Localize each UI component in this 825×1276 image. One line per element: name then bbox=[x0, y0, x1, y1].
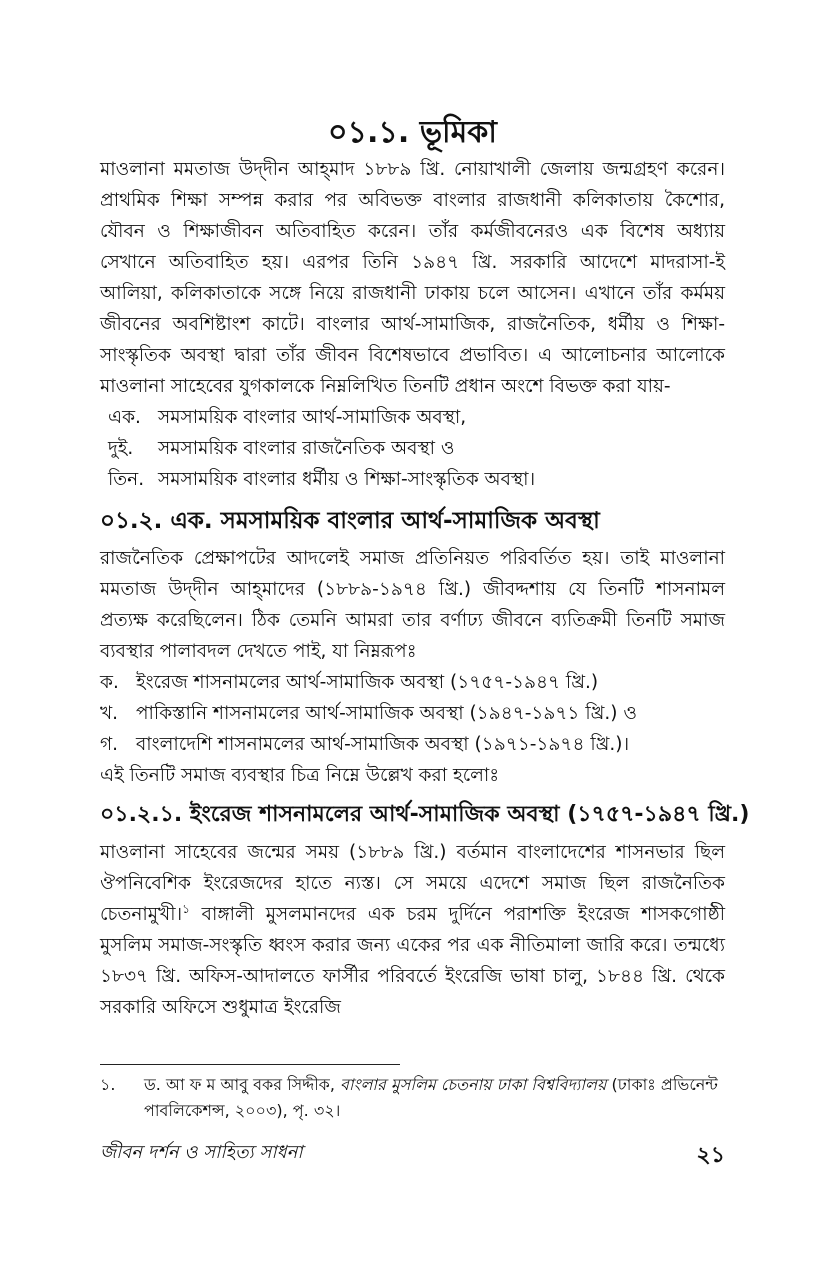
section-heading-intro: ০১.১. ভূমিকা bbox=[328, 115, 497, 150]
footnote-text bbox=[144, 1072, 725, 1124]
footnote-reference[interactable]: ১ bbox=[182, 901, 190, 916]
page-footer bbox=[100, 1138, 725, 1175]
list-text: বাংলাদেশি শাসনামলের আর্থ-সামাজিক অবস্থা (১৯৭১-১৯৭৪ খ্রি.)। bbox=[136, 734, 630, 755]
footnote-author: ড. আ ফ ম আবু বকর সিদ্দীক, bbox=[144, 1075, 341, 1094]
intro-paragraph: মাওলানা মমতাজ উদ্‌দীন আহ্‌মাদ ১৮৮৯ খ্রি. নোয়াখালী জেলায় জন্মগ্রহণ করেন। প্রাথমিক শিক্ষা সম্পন্ন করার পর অবিভক্ত বাংলার রাজধানী কলিকাতায় কৈশোর, যৌবন ও শিক্ষাজীবন অতিবাহিত করেন। তাঁর কর্মজীবনেরও এক বিশেষ অধ্যায় সেখানে অতিবাহিত হয়। এরপর তিনি ১৯৪৭ খ্রি. সরকারি আদেশে মাদরাসা-ই আলিয়া, কলিকাতাকে সঙ্গে নিয়ে রাজধানী ঢাকায় চলে আসেন। এখানে তাঁর কর্মময় জীবনের অবশিষ্টাংশ কাটে। বাংলার আর্থ-সামাজিক, রাজনৈতিক, ধর্মীয় ও শিক্ষা-সাংস্কৃতিক অবস্থা দ্বারা তাঁর জীবন বিশেষভাবে প্রভাবিত। এ আলোচনার আলোকে মাওলানা সাহেবের যুগকালকে নিম্নলিখিত তিনটি প্রধান অংশে বিভক্ত করা যায়- bbox=[100, 159, 725, 397]
regime-list bbox=[100, 667, 725, 760]
footnote-rest: (ঢাকাঃ প্রভিনেন্ট পাবলিকেশন্স, ২০০৩), পৃ. ৩২। bbox=[144, 1075, 718, 1120]
list-marker: এক. bbox=[108, 407, 141, 428]
list-item bbox=[100, 433, 725, 464]
paragraph-text: বাঙ্গালী মুসলমানদের এক চরম দুর্দিনে পরাশক্তি ইংরেজ শাসকগোষ্ঠী মুসলিম সমাজ-সংস্কৃতি ধ্বংস করার জন্য একের পর এক নীতিমালা জারি করে। তন্মধ্যে ১৮৩৭ খ্রি. অফিস-আদালতে ফার্সীর পরিবর্তে ইংরেজি ভাষা চালু, ১৮৪৪ খ্রি. থেকে সরকারি অফিসে শুধুমাত্র ইংরেজি bbox=[100, 904, 725, 1018]
section-heading-socioeconomic: ০১.২. এক. সমসাময়িক বাংলার আর্থ-সামাজিক অবস্থা bbox=[100, 508, 600, 534]
section2-paragraph: রাজনৈতিক প্রেক্ষাপটের আদলেই সমাজ প্রতিনিয়ত পরিবর্তিত হয়। তাই মাওলানা মমতাজ উদ্‌দীন আহ্‌মাদের (১৮৮৯-১৯৭৪ খ্রি.) জীবদ্দশায় যে তিনটি শাসনামল প্রত্যক্ষ করেছিলেন। ঠিক তেমনি আমরা তার বর্ণাঢ্য জীবনে ব্যতিক্রমী তিনটি সমাজ ব্যবস্থার পালাবদল দেখতে পাই, যা নিম্নরূপঃ bbox=[100, 548, 725, 662]
section2-after-text: এই তিনটি সমাজ ব্যবস্থার চিত্র নিম্নে উল্লেখ করা হলোঃ bbox=[100, 765, 500, 786]
list-item bbox=[100, 402, 725, 433]
list-text: সমসাময়িক বাংলার রাজনৈতিক অবস্থা ও bbox=[158, 438, 455, 459]
list-text: সমসাময়িক বাংলার আর্থ-সামাজিক অবস্থা, bbox=[158, 407, 467, 428]
list-marker: ক. bbox=[100, 672, 119, 693]
list-marker: খ. bbox=[100, 703, 119, 724]
list-text: পাকিস্তানি শাসনামলের আর্থ-সামাজিক অবস্থা (১৯৪৭-১৯৭১ খ্রি.) ও bbox=[136, 703, 637, 724]
footnote-book-title: বাংলার মুসলিম চেতনায় ঢাকা বিশ্ববিদ্যালয় bbox=[340, 1075, 607, 1094]
list-item bbox=[100, 464, 725, 495]
paragraph-text: মাওলানা সাহেবের জন্মের সময় (১৮৮৯ খ্রি.) বর্তমান বাংলাদেশের শাসনভার ছিল ঔপনিবেশিক ইংরেজদের হাতে ন্যস্ত। সে সময়ে এদেশে সমাজ ছিল রাজনৈতিক চেতনামুখী। bbox=[100, 842, 725, 925]
list-item bbox=[100, 667, 725, 698]
footnote-divider bbox=[100, 1064, 400, 1065]
intro-list bbox=[100, 402, 725, 495]
footnote bbox=[100, 1072, 725, 1124]
page-number: ২১ bbox=[696, 1143, 725, 1168]
list-marker: দুই. bbox=[108, 438, 134, 459]
list-item bbox=[100, 698, 725, 729]
list-marker: তিন. bbox=[108, 469, 145, 490]
list-marker: গ. bbox=[100, 734, 119, 755]
footnote-number: ১. bbox=[100, 1075, 116, 1094]
list-text: সমসাময়িক বাংলার ধর্মীয় ও শিক্ষা-সাংস্কৃতিক অবস্থা। bbox=[158, 469, 536, 490]
section3-paragraph bbox=[100, 837, 725, 1023]
section-heading-british-era: ০১.২.১. ইংরেজ শাসনামলের আর্থ-সামাজিক অবস্থা (১৭৫৭-১৯৪৭ খ্রি.) bbox=[100, 802, 750, 827]
running-title: জীবন দর্শন ও সাহিত্য সাধনা bbox=[100, 1142, 303, 1163]
page-body bbox=[100, 112, 750, 1023]
list-text: ইংরেজ শাসনামলের আর্থ-সামাজিক অবস্থা (১৭৫৭-১৯৪৭ খ্রি.) bbox=[136, 672, 599, 693]
list-item bbox=[100, 729, 725, 760]
